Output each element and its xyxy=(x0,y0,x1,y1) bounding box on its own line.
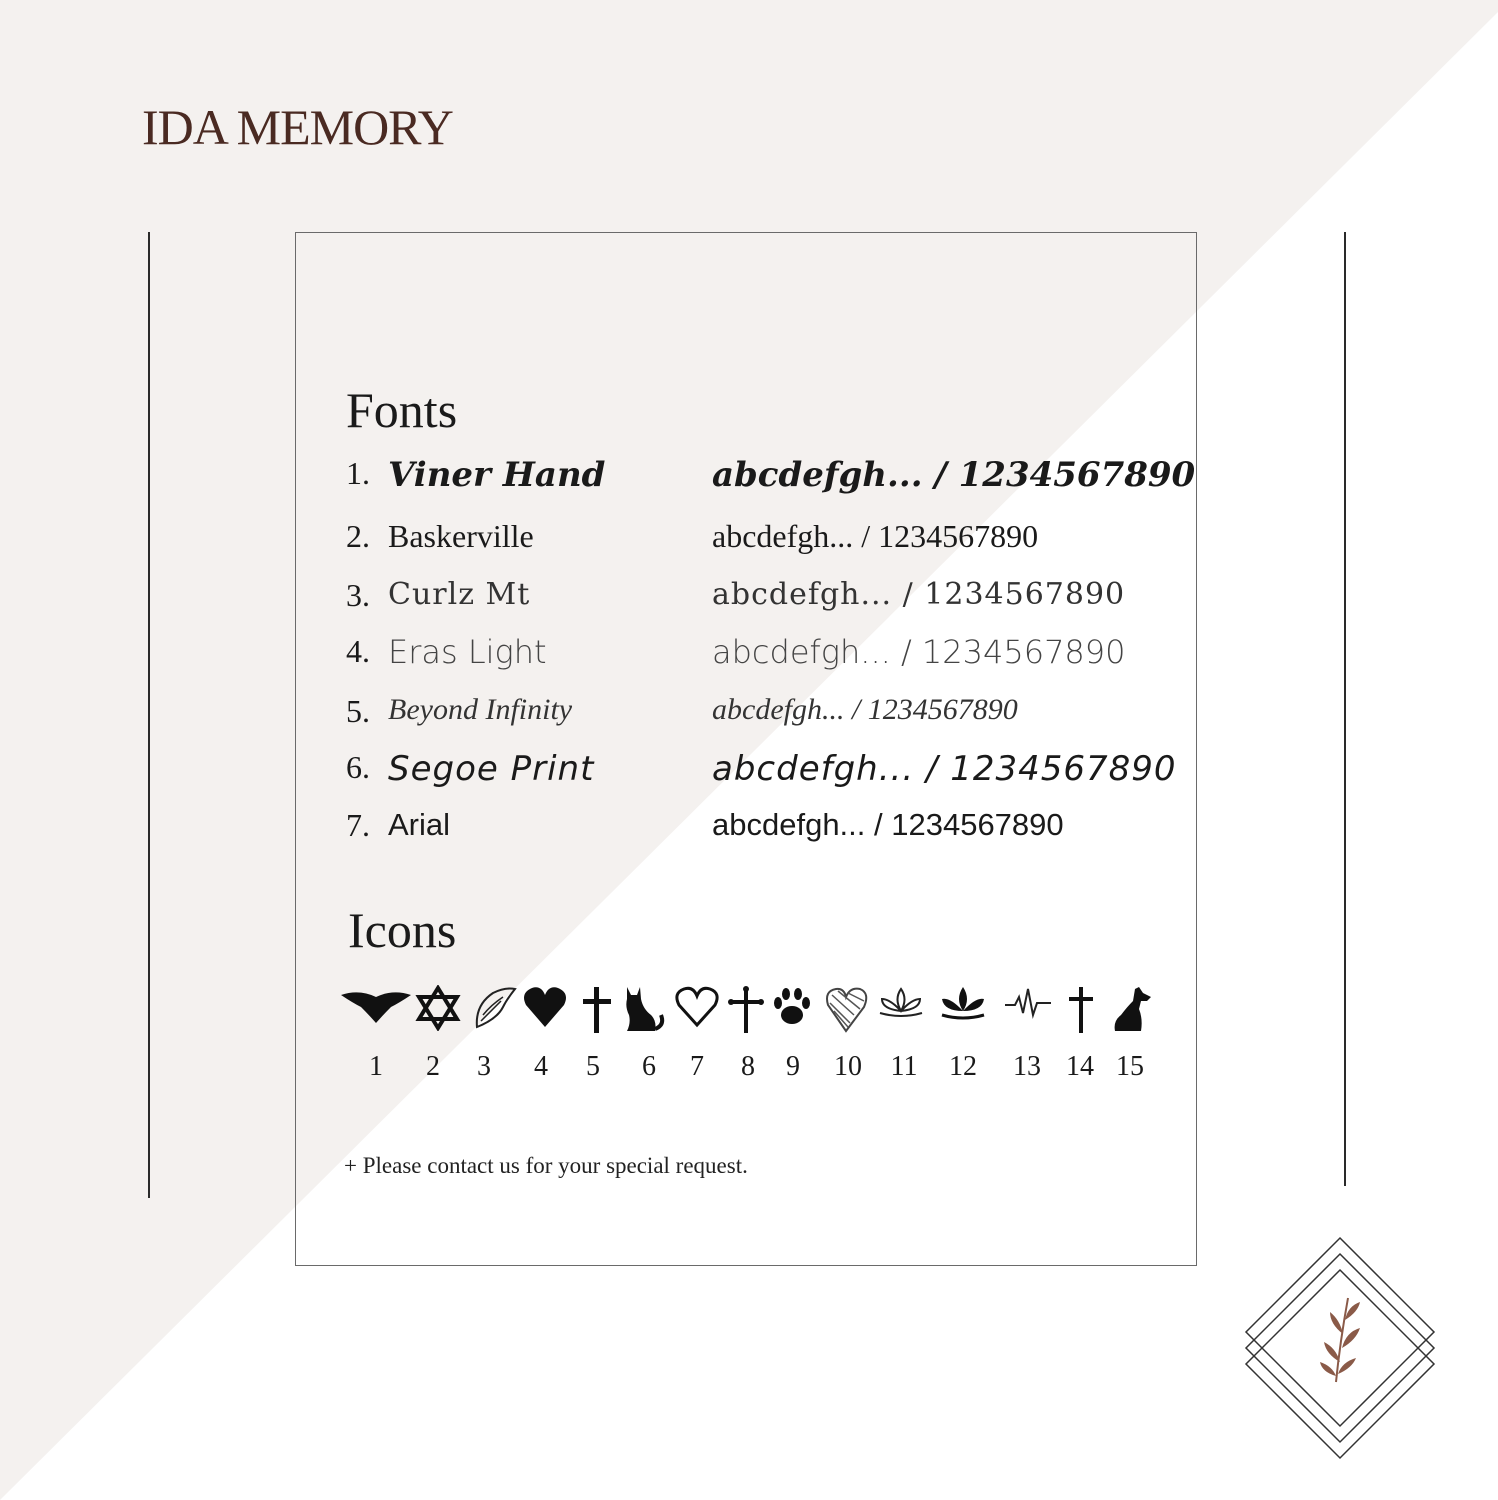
font-sample: abcdefgh... / 1234567890 xyxy=(712,518,1039,554)
font-name: Arial xyxy=(388,807,451,842)
font-name: Segoe Print xyxy=(388,749,595,789)
thin-cross-icon xyxy=(1056,985,1106,1035)
font-row-viner-hand xyxy=(296,455,1198,505)
font-sample: abcdefgh... / 1234567890 xyxy=(712,455,1196,495)
options-card xyxy=(295,232,1197,1266)
font-name: Beyond Infinity xyxy=(388,693,573,726)
icon-number: 2 xyxy=(426,1051,440,1082)
icon-number: 11 xyxy=(890,1051,918,1082)
lotus-outline-icon xyxy=(876,985,926,1021)
font-number: 4. xyxy=(346,633,370,669)
font-number: 5. xyxy=(346,693,370,729)
font-row-segoe-print xyxy=(296,749,1198,799)
bat-wings-icon xyxy=(351,985,401,1025)
lotus-filled-icon xyxy=(938,985,988,1021)
left-divider xyxy=(148,232,150,1198)
icon-number: 3 xyxy=(477,1051,491,1082)
font-name: Baskerville xyxy=(388,518,534,554)
font-sample: abcdefgh... / 1234567890 xyxy=(712,693,1018,726)
leaf-diamond-emblem-icon xyxy=(1240,1232,1440,1472)
right-divider xyxy=(1344,232,1346,1186)
fonts-title: Fonts xyxy=(346,382,458,438)
heartbeat-icon xyxy=(1003,985,1053,1021)
font-number: 1. xyxy=(346,455,370,491)
font-sample: abcdefgh... / 1234567890 xyxy=(712,807,1064,842)
font-name: Viner Hand xyxy=(388,455,606,495)
icon-number: 9 xyxy=(786,1051,800,1082)
brand-logo: IDA MEMORY xyxy=(142,99,453,155)
font-name: Eras Light xyxy=(388,633,547,671)
font-sample: abcdefgh... / 1234567890 xyxy=(712,749,1177,789)
font-number: 6. xyxy=(346,749,370,785)
font-row-baskerville xyxy=(296,518,1198,568)
cross-icon xyxy=(572,985,622,1035)
icon-number: 4 xyxy=(534,1051,548,1082)
star-of-david-icon xyxy=(413,985,463,1031)
icon-number: 13 xyxy=(1013,1051,1041,1082)
angel-wing-icon xyxy=(470,985,520,1031)
font-number: 3. xyxy=(346,577,370,613)
icon-number: 15 xyxy=(1116,1051,1144,1082)
paw-print-icon xyxy=(767,985,817,1029)
scribble-heart-icon xyxy=(822,985,872,1035)
font-row-arial xyxy=(296,807,1198,857)
icon-number: 1 xyxy=(369,1051,383,1082)
font-row-curlz xyxy=(296,577,1198,627)
font-sample: abcdefgh... / 1234567890 xyxy=(712,633,1126,671)
font-row-eras-light xyxy=(296,633,1198,683)
special-request-note: + Please contact us for your special request. xyxy=(344,1153,748,1178)
icon-number: 14 xyxy=(1066,1051,1094,1082)
heart-outline-icon xyxy=(672,985,722,1029)
dog-icon xyxy=(1106,985,1156,1035)
icon-number: 7 xyxy=(690,1051,704,1082)
heart-filled-icon xyxy=(520,985,570,1029)
icon-number: 5 xyxy=(586,1051,600,1082)
icon-number: 6 xyxy=(642,1051,656,1082)
font-name: Curlz Mt xyxy=(388,577,531,612)
font-number: 2. xyxy=(346,518,370,554)
ornate-cross-icon xyxy=(721,985,771,1035)
icon-number: 8 xyxy=(741,1051,755,1082)
font-sample: abcdefgh... / 1234567890 xyxy=(712,577,1126,612)
icon-number: 10 xyxy=(834,1051,862,1082)
icon-number: 12 xyxy=(949,1051,977,1082)
cat-icon xyxy=(618,985,668,1035)
font-row-beyond-infinity xyxy=(296,693,1198,743)
icons-title: Icons xyxy=(348,902,457,958)
font-number: 7. xyxy=(346,807,370,843)
